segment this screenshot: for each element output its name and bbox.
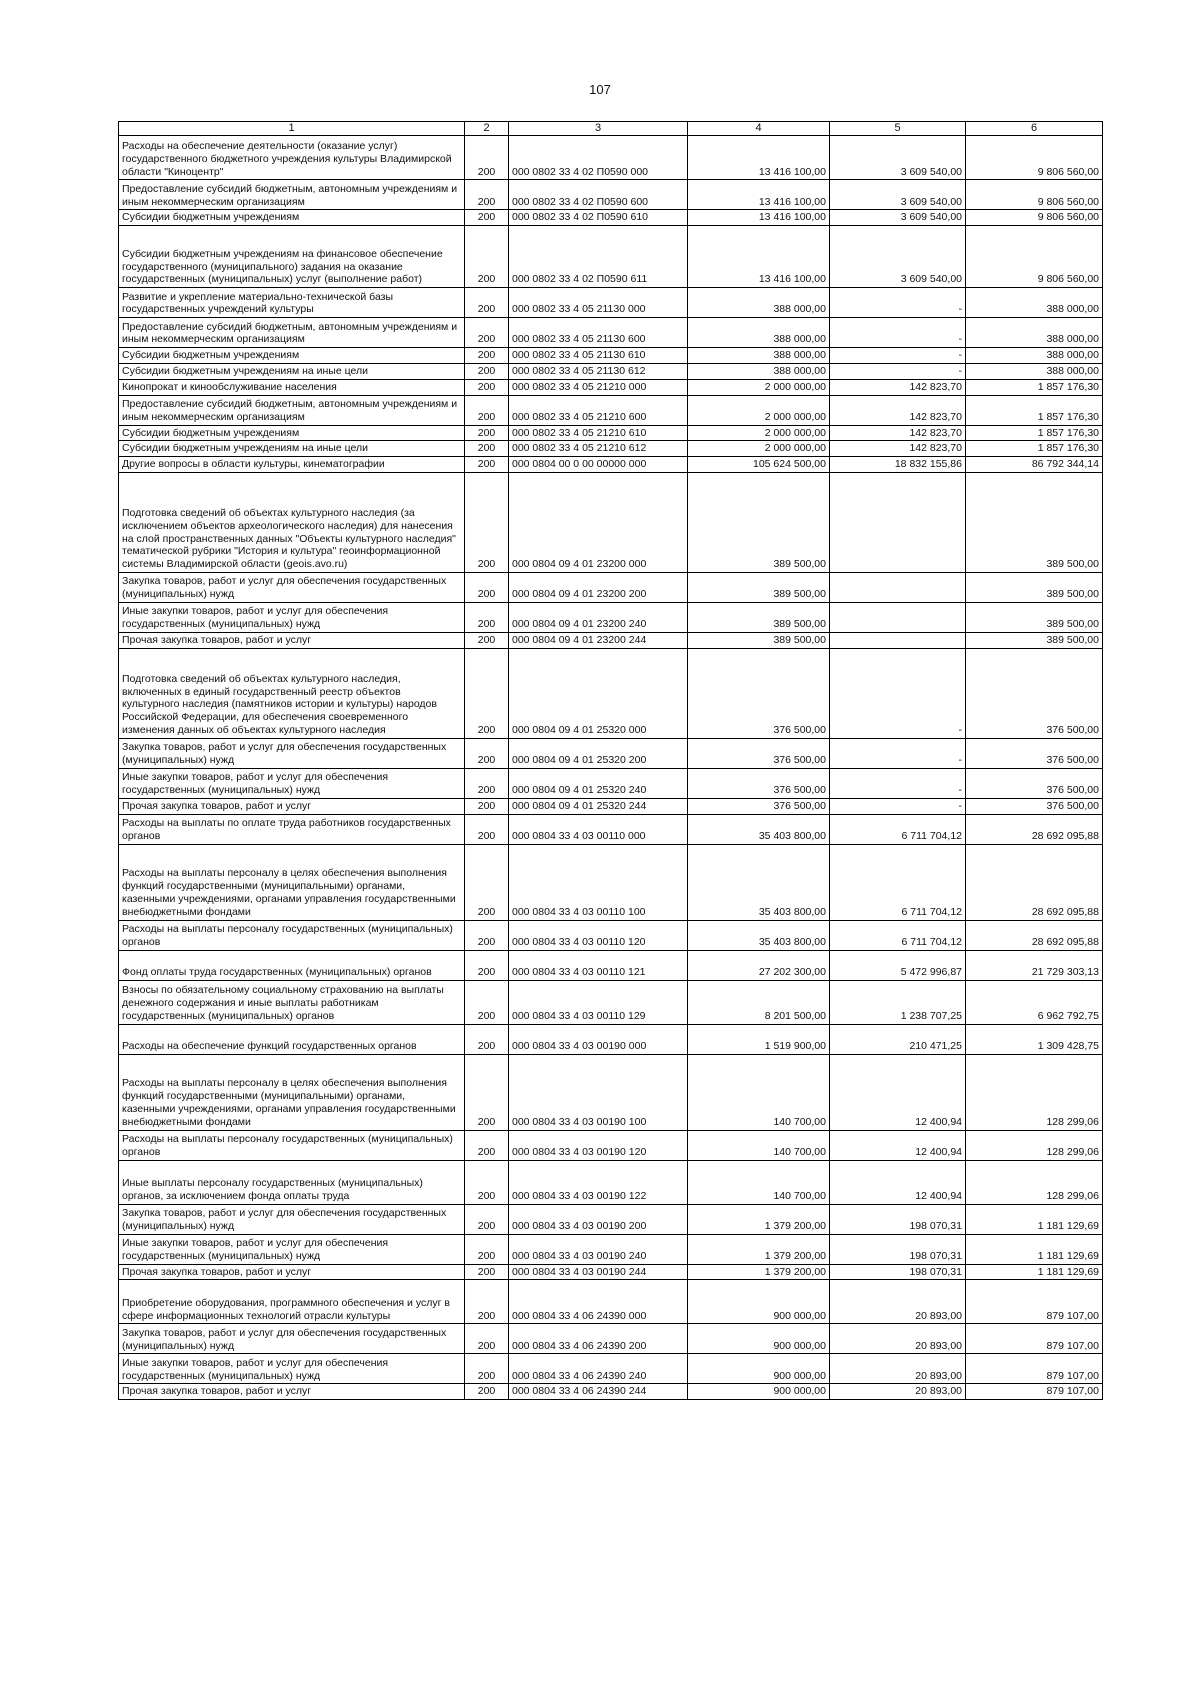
admin-code: 200 [465, 798, 509, 814]
approved-amount: 900 000,00 [688, 1280, 830, 1324]
admin-code: 200 [465, 572, 509, 602]
classification-code: 000 0802 33 4 05 21210 000 [509, 379, 688, 395]
classification-code: 000 0804 33 4 06 24390 240 [509, 1354, 688, 1384]
classification-code: 000 0804 09 4 01 23200 244 [509, 632, 688, 648]
executed-amount: - [830, 648, 966, 738]
admin-code: 200 [465, 1130, 509, 1160]
unexecuted-amount: 9 806 560,00 [966, 136, 1103, 180]
classification-code: 000 0802 33 4 02 П0590 000 [509, 136, 688, 180]
item-name: Субсидии бюджетным учреждениям на иные цели [119, 364, 465, 380]
executed-amount: - [830, 768, 966, 798]
unexecuted-amount: 879 107,00 [966, 1354, 1103, 1384]
approved-amount: 8 201 500,00 [688, 980, 830, 1024]
executed-amount [830, 602, 966, 632]
admin-code: 200 [465, 318, 509, 348]
classification-code: 000 0804 09 4 01 25320 000 [509, 648, 688, 738]
approved-amount: 2 000 000,00 [688, 379, 830, 395]
executed-amount: 12 400,94 [830, 1160, 966, 1204]
classification-code: 000 0802 33 4 05 21210 600 [509, 395, 688, 425]
executed-amount: 20 893,00 [830, 1280, 966, 1324]
admin-code: 200 [465, 210, 509, 226]
executed-amount: 6 711 704,12 [830, 814, 966, 844]
executed-amount: 198 070,31 [830, 1234, 966, 1264]
table-row [119, 920, 1103, 950]
executed-amount: 6 711 704,12 [830, 844, 966, 920]
executed-amount: - [830, 364, 966, 380]
admin-code: 200 [465, 1160, 509, 1204]
admin-code: 200 [465, 602, 509, 632]
admin-code: 200 [465, 1384, 509, 1400]
table-row [119, 1384, 1103, 1400]
classification-code: 000 0802 33 4 05 21130 612 [509, 364, 688, 380]
admin-code: 200 [465, 136, 509, 180]
item-name: Приобретение оборудования, программного обеспечения и услуг в сфере информационных технологий отрасли культуры [119, 1280, 465, 1324]
item-name: Закупка товаров, работ и услуг для обеспечения государственных (муниципальных) нужд [119, 738, 465, 768]
unexecuted-amount: 128 299,06 [966, 1054, 1103, 1130]
table-row [119, 602, 1103, 632]
unexecuted-amount: 1 857 176,30 [966, 395, 1103, 425]
approved-amount: 389 500,00 [688, 602, 830, 632]
approved-amount: 13 416 100,00 [688, 226, 830, 288]
item-name: Иные закупки товаров, работ и услуг для обеспечения государственных (муниципальных) нужд [119, 768, 465, 798]
approved-amount: 35 403 800,00 [688, 844, 830, 920]
item-name: Прочая закупка товаров, работ и услуг [119, 1384, 465, 1400]
admin-code: 200 [465, 395, 509, 425]
unexecuted-amount: 879 107,00 [966, 1384, 1103, 1400]
classification-code: 000 0804 33 4 03 00110 129 [509, 980, 688, 1024]
unexecuted-amount: 376 500,00 [966, 768, 1103, 798]
table-row [119, 472, 1103, 572]
admin-code: 200 [465, 738, 509, 768]
unexecuted-amount: 388 000,00 [966, 288, 1103, 318]
executed-amount: 142 823,70 [830, 441, 966, 457]
item-name: Расходы на выплаты по оплате труда работников государственных органов [119, 814, 465, 844]
executed-amount: 20 893,00 [830, 1354, 966, 1384]
table-row [119, 1160, 1103, 1204]
item-name: Иные закупки товаров, работ и услуг для обеспечения государственных (муниципальных) нужд [119, 1354, 465, 1384]
item-name: Расходы на обеспечение функций государственных органов [119, 1024, 465, 1054]
executed-amount: - [830, 738, 966, 768]
executed-amount: 142 823,70 [830, 425, 966, 441]
unexecuted-amount: 879 107,00 [966, 1324, 1103, 1354]
item-name: Развитие и укрепление материально-технической базы государственных учреждений культуры [119, 288, 465, 318]
admin-code: 200 [465, 1024, 509, 1054]
classification-code: 000 0802 33 4 05 21130 600 [509, 318, 688, 348]
executed-amount [830, 572, 966, 602]
table-row [119, 844, 1103, 920]
executed-amount: 210 471,25 [830, 1024, 966, 1054]
classification-code: 000 0804 33 4 03 00190 200 [509, 1204, 688, 1234]
item-name: Расходы на выплаты персоналу государственных (муниципальных) органов [119, 920, 465, 950]
executed-amount: - [830, 798, 966, 814]
approved-amount: 388 000,00 [688, 288, 830, 318]
admin-code: 200 [465, 1280, 509, 1324]
table-row [119, 348, 1103, 364]
approved-amount: 35 403 800,00 [688, 920, 830, 950]
table-row [119, 1354, 1103, 1384]
approved-amount: 388 000,00 [688, 364, 830, 380]
table-row [119, 1264, 1103, 1280]
item-name: Расходы на выплаты персоналу в целях обеспечения выполнения функций государственными (муниципальными) органами, казенными учреждениями, органами управления государственными внебюджетными фондами [119, 1054, 465, 1130]
item-name: Субсидии бюджетным учреждениям [119, 210, 465, 226]
executed-amount: 3 609 540,00 [830, 136, 966, 180]
unexecuted-amount: 1 309 428,75 [966, 1024, 1103, 1054]
approved-amount: 388 000,00 [688, 348, 830, 364]
item-name: Иные выплаты персоналу государственных (муниципальных) органов, за исключением фонда оплаты труда [119, 1160, 465, 1204]
table-row [119, 210, 1103, 226]
approved-amount: 140 700,00 [688, 1160, 830, 1204]
header-cell: 4 [688, 122, 830, 136]
item-name: Расходы на выплаты персоналу государственных (муниципальных) органов [119, 1130, 465, 1160]
header-row [119, 122, 1103, 136]
unexecuted-amount: 376 500,00 [966, 798, 1103, 814]
table-row [119, 395, 1103, 425]
classification-code: 000 0804 09 4 01 25320 244 [509, 798, 688, 814]
admin-code: 200 [465, 1324, 509, 1354]
table-row [119, 814, 1103, 844]
budget-table [118, 121, 1103, 1400]
executed-amount [830, 632, 966, 648]
classification-code: 000 0804 33 4 03 00190 240 [509, 1234, 688, 1264]
unexecuted-amount: 9 806 560,00 [966, 210, 1103, 226]
classification-code: 000 0804 33 4 03 00110 100 [509, 844, 688, 920]
admin-code: 200 [465, 180, 509, 210]
approved-amount: 105 624 500,00 [688, 457, 830, 473]
table-row [119, 1024, 1103, 1054]
item-name: Взносы по обязательному социальному страхованию на выплаты денежного содержания и иные выплаты работникам государственных (муниципальных) органов [119, 980, 465, 1024]
item-name: Расходы на обеспечение деятельности (оказание услуг) государственного бюджетного учреждения культуры Владимирской области "Киноцентр" [119, 136, 465, 180]
approved-amount: 2 000 000,00 [688, 395, 830, 425]
unexecuted-amount: 388 000,00 [966, 364, 1103, 380]
approved-amount: 388 000,00 [688, 318, 830, 348]
approved-amount: 389 500,00 [688, 572, 830, 602]
item-name: Предоставление субсидий бюджетным, автономным учреждениям и иным некоммерческим организациям [119, 180, 465, 210]
executed-amount: - [830, 348, 966, 364]
classification-code: 000 0804 33 4 06 24390 000 [509, 1280, 688, 1324]
item-name: Субсидии бюджетным учреждениям [119, 348, 465, 364]
approved-amount: 376 500,00 [688, 738, 830, 768]
unexecuted-amount: 1 857 176,30 [966, 441, 1103, 457]
unexecuted-amount: 376 500,00 [966, 648, 1103, 738]
approved-amount: 900 000,00 [688, 1324, 830, 1354]
unexecuted-amount: 389 500,00 [966, 472, 1103, 572]
unexecuted-amount: 28 692 095,88 [966, 844, 1103, 920]
table-row [119, 1234, 1103, 1264]
approved-amount: 376 500,00 [688, 648, 830, 738]
admin-code: 200 [465, 288, 509, 318]
approved-amount: 1 519 900,00 [688, 1024, 830, 1054]
approved-amount: 1 379 200,00 [688, 1204, 830, 1234]
table-row [119, 648, 1103, 738]
classification-code: 000 0802 33 4 05 21210 612 [509, 441, 688, 457]
unexecuted-amount: 9 806 560,00 [966, 226, 1103, 288]
classification-code: 000 0804 33 4 03 00190 100 [509, 1054, 688, 1130]
table-row [119, 1204, 1103, 1234]
executed-amount: 142 823,70 [830, 395, 966, 425]
admin-code: 200 [465, 920, 509, 950]
item-name: Субсидии бюджетным учреждениям на финансовое обеспечение государственного (муниципального) задания на оказание государственных (муниципальных) услуг (выполнение работ) [119, 226, 465, 288]
approved-amount: 1 379 200,00 [688, 1234, 830, 1264]
approved-amount: 140 700,00 [688, 1130, 830, 1160]
admin-code: 200 [465, 768, 509, 798]
executed-amount: 5 472 996,87 [830, 950, 966, 980]
admin-code: 200 [465, 441, 509, 457]
classification-code: 000 0804 33 4 03 00110 120 [509, 920, 688, 950]
header-cell: 1 [119, 122, 465, 136]
unexecuted-amount: 128 299,06 [966, 1130, 1103, 1160]
table-row [119, 180, 1103, 210]
classification-code: 000 0804 00 0 00 00000 000 [509, 457, 688, 473]
admin-code: 200 [465, 379, 509, 395]
classification-code: 000 0804 09 4 01 23200 240 [509, 602, 688, 632]
executed-amount: 3 609 540,00 [830, 180, 966, 210]
item-name: Прочая закупка товаров, работ и услуг [119, 1264, 465, 1280]
classification-code: 000 0804 09 4 01 23200 000 [509, 472, 688, 572]
admin-code: 200 [465, 1204, 509, 1234]
item-name: Закупка товаров, работ и услуг для обеспечения государственных (муниципальных) нужд [119, 1324, 465, 1354]
executed-amount: 12 400,94 [830, 1054, 966, 1130]
item-name: Подготовка сведений об объектах культурного наследия (за исключением объектов археологического наследия) для нанесения на слой пространственных данных "Объекты культурного наследия" тематической рубрики "История и культура" геоинформационной системы Владимирской области (geois.avo.ru) [119, 472, 465, 572]
admin-code: 200 [465, 226, 509, 288]
item-name: Закупка товаров, работ и услуг для обеспечения государственных (муниципальных) нужд [119, 1204, 465, 1234]
admin-code: 200 [465, 1054, 509, 1130]
executed-amount: - [830, 288, 966, 318]
table-row [119, 457, 1103, 473]
table-row [119, 318, 1103, 348]
admin-code: 200 [465, 844, 509, 920]
classification-code: 000 0802 33 4 05 21130 000 [509, 288, 688, 318]
unexecuted-amount: 389 500,00 [966, 632, 1103, 648]
executed-amount: 3 609 540,00 [830, 226, 966, 288]
unexecuted-amount: 389 500,00 [966, 572, 1103, 602]
unexecuted-amount: 9 806 560,00 [966, 180, 1103, 210]
table-row [119, 768, 1103, 798]
admin-code: 200 [465, 1234, 509, 1264]
unexecuted-amount: 1 181 129,69 [966, 1234, 1103, 1264]
classification-code: 000 0804 33 4 03 00190 120 [509, 1130, 688, 1160]
table-row [119, 1280, 1103, 1324]
executed-amount: 6 711 704,12 [830, 920, 966, 950]
page-number: 107 [589, 82, 611, 97]
admin-code: 200 [465, 980, 509, 1024]
unexecuted-amount: 21 729 303,13 [966, 950, 1103, 980]
item-name: Субсидии бюджетным учреждениям на иные цели [119, 441, 465, 457]
item-name: Предоставление субсидий бюджетным, автономным учреждениям и иным некоммерческим организациям [119, 395, 465, 425]
table-row [119, 441, 1103, 457]
approved-amount: 2 000 000,00 [688, 441, 830, 457]
table-row [119, 136, 1103, 180]
header-cell: 5 [830, 122, 966, 136]
table-row [119, 226, 1103, 288]
unexecuted-amount: 388 000,00 [966, 318, 1103, 348]
approved-amount: 389 500,00 [688, 632, 830, 648]
approved-amount: 900 000,00 [688, 1384, 830, 1400]
admin-code: 200 [465, 348, 509, 364]
unexecuted-amount: 1 857 176,30 [966, 379, 1103, 395]
executed-amount: 142 823,70 [830, 379, 966, 395]
header-cell: 3 [509, 122, 688, 136]
item-name: Закупка товаров, работ и услуг для обеспечения государственных (муниципальных) нужд [119, 572, 465, 602]
admin-code: 200 [465, 632, 509, 648]
classification-code: 000 0804 33 4 03 00190 122 [509, 1160, 688, 1204]
table-body [119, 136, 1103, 1400]
executed-amount: 198 070,31 [830, 1264, 966, 1280]
approved-amount: 1 379 200,00 [688, 1264, 830, 1280]
unexecuted-amount: 1 857 176,30 [966, 425, 1103, 441]
classification-code: 000 0804 33 4 03 00190 244 [509, 1264, 688, 1280]
classification-code: 000 0804 33 4 06 24390 244 [509, 1384, 688, 1400]
unexecuted-amount: 388 000,00 [966, 348, 1103, 364]
table-row [119, 379, 1103, 395]
approved-amount: 13 416 100,00 [688, 210, 830, 226]
unexecuted-amount: 1 181 129,69 [966, 1264, 1103, 1280]
classification-code: 000 0804 09 4 01 23200 200 [509, 572, 688, 602]
classification-code: 000 0802 33 4 02 П0590 610 [509, 210, 688, 226]
approved-amount: 27 202 300,00 [688, 950, 830, 980]
table-row [119, 798, 1103, 814]
approved-amount: 35 403 800,00 [688, 814, 830, 844]
item-name: Иные закупки товаров, работ и услуг для обеспечения государственных (муниципальных) нужд [119, 602, 465, 632]
table-row [119, 288, 1103, 318]
approved-amount: 140 700,00 [688, 1054, 830, 1130]
approved-amount: 376 500,00 [688, 768, 830, 798]
classification-code: 000 0802 33 4 02 П0590 611 [509, 226, 688, 288]
item-name: Прочая закупка товаров, работ и услуг [119, 798, 465, 814]
item-name: Кинопрокат и кинообслуживание населения [119, 379, 465, 395]
approved-amount: 13 416 100,00 [688, 136, 830, 180]
approved-amount: 900 000,00 [688, 1354, 830, 1384]
admin-code: 200 [465, 457, 509, 473]
header-cell: 2 [465, 122, 509, 136]
executed-amount: 3 609 540,00 [830, 210, 966, 226]
unexecuted-amount: 28 692 095,88 [966, 920, 1103, 950]
executed-amount: 18 832 155,86 [830, 457, 966, 473]
item-name: Фонд оплаты труда государственных (муниципальных) органов [119, 950, 465, 980]
executed-amount: 198 070,31 [830, 1204, 966, 1234]
unexecuted-amount: 1 181 129,69 [966, 1204, 1103, 1234]
table-row [119, 632, 1103, 648]
approved-amount: 376 500,00 [688, 798, 830, 814]
admin-code: 200 [465, 364, 509, 380]
table-row [119, 1130, 1103, 1160]
table-row [119, 950, 1103, 980]
item-name: Иные закупки товаров, работ и услуг для обеспечения государственных (муниципальных) нужд [119, 1234, 465, 1264]
table-row [119, 364, 1103, 380]
table-row [119, 738, 1103, 768]
table-row [119, 1324, 1103, 1354]
table-row [119, 425, 1103, 441]
item-name: Другие вопросы в области культуры, кинематографии [119, 457, 465, 473]
classification-code: 000 0804 33 4 06 24390 200 [509, 1324, 688, 1354]
executed-amount [830, 472, 966, 572]
classification-code: 000 0804 09 4 01 25320 240 [509, 768, 688, 798]
executed-amount: 20 893,00 [830, 1324, 966, 1354]
item-name: Прочая закупка товаров, работ и услуг [119, 632, 465, 648]
classification-code: 000 0802 33 4 02 П0590 600 [509, 180, 688, 210]
executed-amount: 20 893,00 [830, 1384, 966, 1400]
admin-code: 200 [465, 1354, 509, 1384]
approved-amount: 13 416 100,00 [688, 180, 830, 210]
admin-code: 200 [465, 1264, 509, 1280]
approved-amount: 2 000 000,00 [688, 425, 830, 441]
item-name: Расходы на выплаты персоналу в целях обеспечения выполнения функций государственными (муниципальными) органами, казенными учреждениями, органами управления государственными внебюджетными фондами [119, 844, 465, 920]
unexecuted-amount: 6 962 792,75 [966, 980, 1103, 1024]
admin-code: 200 [465, 950, 509, 980]
unexecuted-amount: 389 500,00 [966, 602, 1103, 632]
table-row [119, 1054, 1103, 1130]
unexecuted-amount: 376 500,00 [966, 738, 1103, 768]
executed-amount: - [830, 318, 966, 348]
item-name: Предоставление субсидий бюджетным, автономным учреждениям и иным некоммерческим организациям [119, 318, 465, 348]
classification-code: 000 0802 33 4 05 21130 610 [509, 348, 688, 364]
table-row [119, 980, 1103, 1024]
admin-code: 200 [465, 648, 509, 738]
classification-code: 000 0802 33 4 05 21210 610 [509, 425, 688, 441]
unexecuted-amount: 879 107,00 [966, 1280, 1103, 1324]
executed-amount: 1 238 707,25 [830, 980, 966, 1024]
classification-code: 000 0804 09 4 01 25320 200 [509, 738, 688, 768]
executed-amount: 12 400,94 [830, 1130, 966, 1160]
admin-code: 200 [465, 425, 509, 441]
unexecuted-amount: 128 299,06 [966, 1160, 1103, 1204]
admin-code: 200 [465, 814, 509, 844]
classification-code: 000 0804 33 4 03 00110 000 [509, 814, 688, 844]
classification-code: 000 0804 33 4 03 00110 121 [509, 950, 688, 980]
classification-code: 000 0804 33 4 03 00190 000 [509, 1024, 688, 1054]
approved-amount: 389 500,00 [688, 472, 830, 572]
item-name: Подготовка сведений об объектах культурного наследия, включенных в единый государственный реестр объектов культурного наследия (памятников истории и культуры) народов Российской Федерации, для обеспечения своевременного изменения данных об объектах культурного наследия [119, 648, 465, 738]
table-row [119, 572, 1103, 602]
item-name: Субсидии бюджетным учреждениям [119, 425, 465, 441]
unexecuted-amount: 28 692 095,88 [966, 814, 1103, 844]
unexecuted-amount: 86 792 344,14 [966, 457, 1103, 473]
admin-code: 200 [465, 472, 509, 572]
header-cell: 6 [966, 122, 1103, 136]
